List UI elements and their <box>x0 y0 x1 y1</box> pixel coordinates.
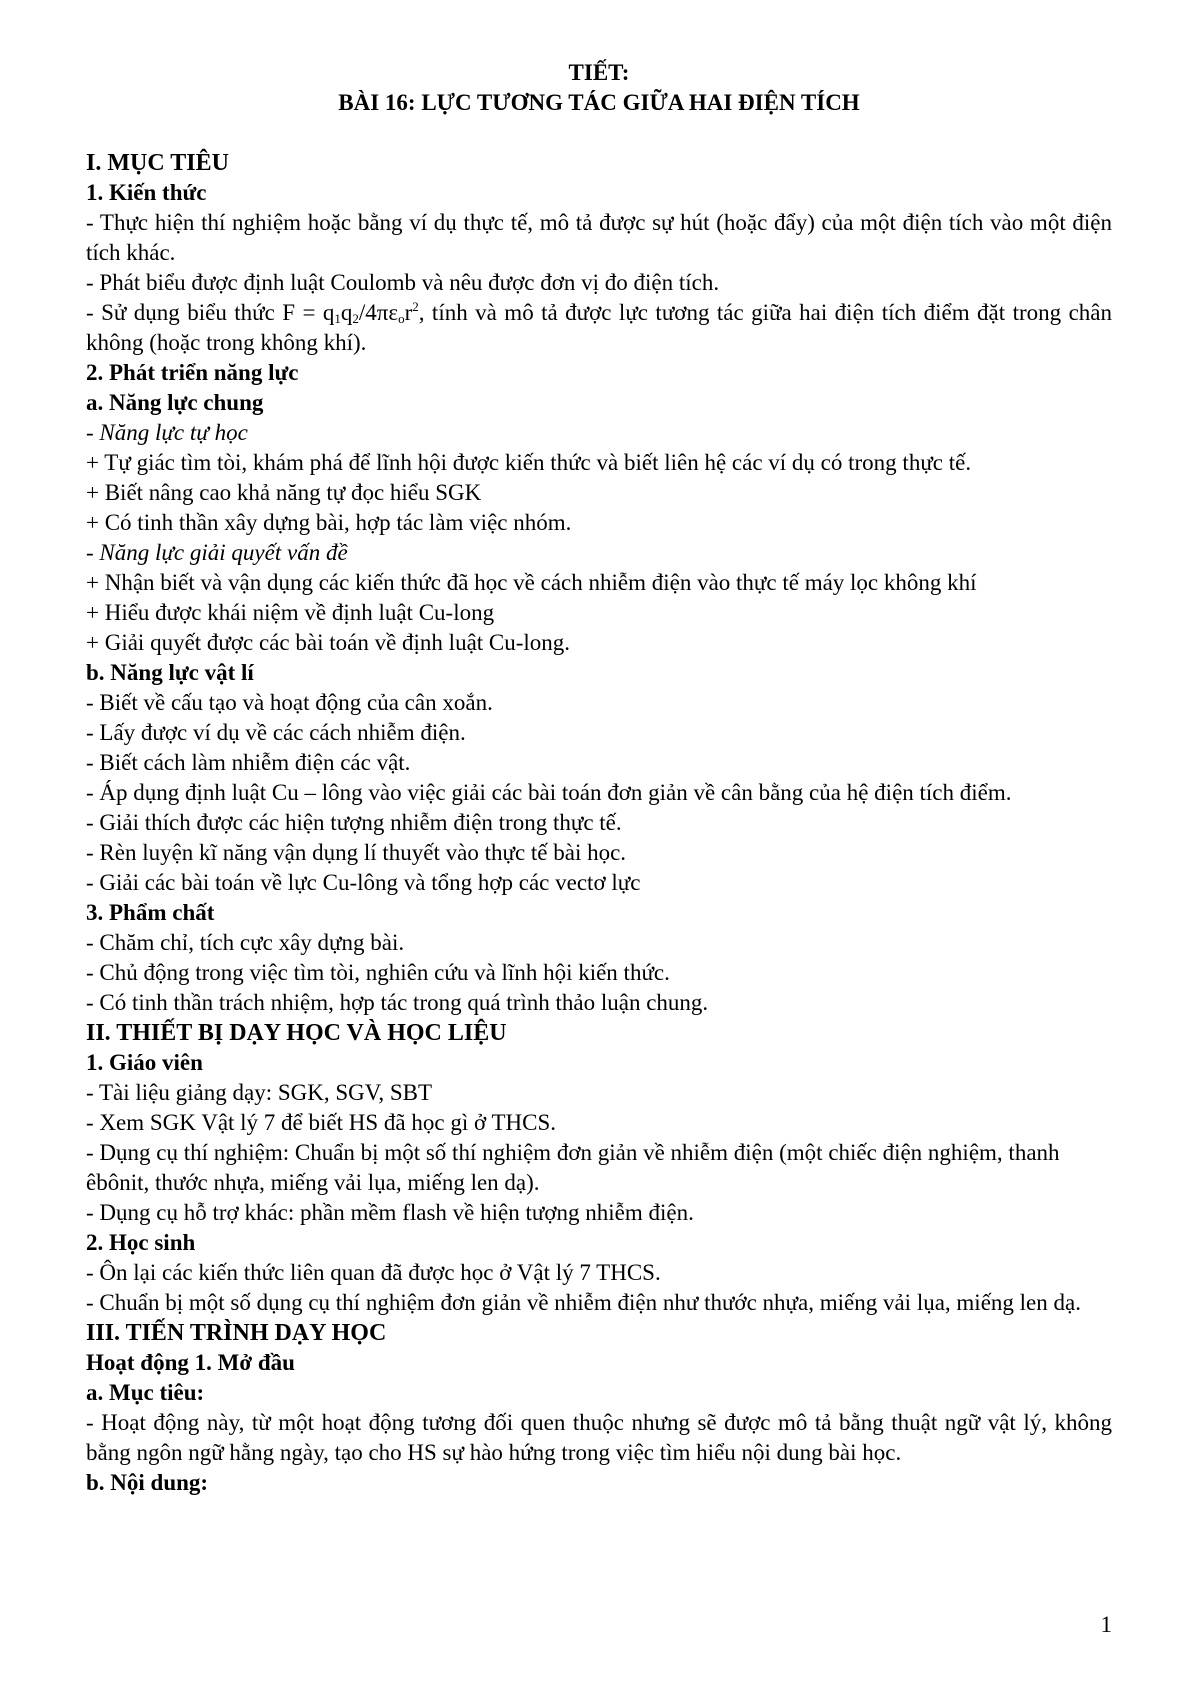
list-item: - Dụng cụ hỗ trợ khác: phần mềm flash về hiện tượng nhiễm điện. <box>86 1200 694 1225</box>
objective-text: - Hoạt động này, từ một hoạt động tương đối quen thuộc nhưng sẽ được mô tả bằng thuật ngữ vật lý, không bằng ngôn ngữ hằng ngày, tạo cho HS sự hào hứng trong việc tìm hiểu nội dung bài học. <box>86 1410 1112 1465</box>
knowledge-item: - Phát biểu được định luật Coulomb và nêu được đơn vị đo điện tích. <box>86 270 720 295</box>
list-item: + Hiểu được khái niệm về định luật Cu-long <box>86 600 495 625</box>
document-page <box>86 58 1112 1498</box>
activity-1-heading: Hoạt động 1. Mở đầu <box>86 1350 295 1375</box>
list-item: - Giải thích được các hiện tượng nhiễm điện trong thực tế. <box>86 810 622 835</box>
qualities-heading: 3. Phẩm chất <box>86 900 215 925</box>
page-number: 1 <box>1100 1612 1112 1637</box>
content-heading: b. Nội dung: <box>86 1470 209 1495</box>
student-heading: 2. Học sinh <box>86 1230 196 1255</box>
list-item: - Ôn lại các kiến thức liên quan đã được học ở Vật lý 7 THCS. <box>86 1260 661 1285</box>
list-item: - Chăm chỉ, tích cực xây dựng bài. <box>86 930 405 955</box>
list-item: - Lấy được ví dụ về các cách nhiễm điện. <box>86 720 466 745</box>
knowledge-item: - Thực hiện thí nghiệm hoặc bằng ví dụ thực tế, mô tả được sự hút (hoặc đẩy) của một điện tích vào một điện tích khác. <box>86 210 1112 265</box>
list-item: - Rèn luyện kĩ năng vận dụng lí thuyết vào thực tế bài học. <box>86 840 627 865</box>
list-item: - Biết về cấu tạo và hoạt động của cân xoắn. <box>86 690 493 715</box>
list-item: - Có tinh thần trách nhiệm, hợp tác trong quá trình thảo luận chung. <box>86 990 709 1015</box>
list-item: - Áp dụng định luật Cu – lông vào việc giải các bài toán đơn giản về cân bằng của hệ điện tích điểm. <box>86 780 1012 805</box>
list-item: - Biết cách làm nhiễm điện các vật. <box>86 750 411 775</box>
list-item: - Giải các bài toán về lực Cu-lông và tổng hợp các vectơ lực <box>86 870 641 895</box>
section-process-heading: III. TIẾN TRÌNH DẠY HỌC <box>86 1320 387 1346</box>
teacher-heading: 1. Giáo viên <box>86 1050 203 1075</box>
self-study-heading: - Năng lực tự học <box>86 420 248 445</box>
coulomb-formula-item: - Sử dụng biểu thức $F = q_1q_2/4\pi\varepsilon_or^2$, tính và mô tả được lực tương tác giữa hai điện tích điểm đặt trong chân không (hoặc trong không khí). <box>86 299 1112 355</box>
list-item: + Nhận biết và vận dụng các kiến thức đã học về cách nhiễm điện vào thực tế máy lọc không khí <box>86 570 977 595</box>
physics-competence-heading: b. Năng lực vật lí <box>86 660 254 685</box>
list-item: - Dụng cụ thí nghiệm: Chuẩn bị một số thí nghiệm đơn giản về nhiễm điện (một chiếc điện nghiệm, thanh êbônit, thước nhựa, miếng vải lụa, miếng len dạ). <box>86 1140 1060 1195</box>
list-item: - Chuẩn bị một số dụng cụ thí nghiệm đơn giản về nhiễm điện như thước nhựa, miếng vải lụa, miếng len dạ. <box>86 1290 1081 1315</box>
competence-heading: 2. Phát triển năng lực <box>86 360 299 385</box>
list-item: + Tự giác tìm tòi, khám phá để lĩnh hội được kiến thức và biết liên hệ các ví dụ có trong thực tế. <box>86 450 972 475</box>
list-item: - Chủ động trong việc tìm tòi, nghiên cứu và lĩnh hội kiến thức. <box>86 960 670 985</box>
list-item: + Giải quyết được các bài toán về định luật Cu-long. <box>86 630 571 655</box>
list-item: + Biết nâng cao khả năng tự đọc hiểu SGK <box>86 480 482 505</box>
knowledge-heading: 1. Kiến thức <box>86 180 207 205</box>
section-equipment-heading: II. THIẾT BỊ DẠY HỌC VÀ HỌC LIỆU <box>86 1020 507 1046</box>
problem-solving-heading: - Năng lực giải quyết vấn đề <box>86 540 348 565</box>
list-item: - Xem SGK Vật lý 7 để biết HS đã học gì ở THCS. <box>86 1110 557 1135</box>
list-item: + Có tinh thần xây dựng bài, hợp tác làm việc nhóm. <box>86 510 572 535</box>
list-item: - Tài liệu giảng dạy: SGK, SGV, SBT <box>86 1080 433 1105</box>
lesson-title: BÀI 16: LỰC TƯƠNG TÁC GIỮA HAI ĐIỆN TÍCH <box>338 90 860 115</box>
lesson-period: TIẾT: <box>568 60 630 85</box>
objective-heading: a. Mục tiêu: <box>86 1380 205 1405</box>
general-competence-heading: a. Năng lực chung <box>86 390 264 415</box>
section-objectives-heading: I. MỤC TIÊU <box>86 150 229 176</box>
